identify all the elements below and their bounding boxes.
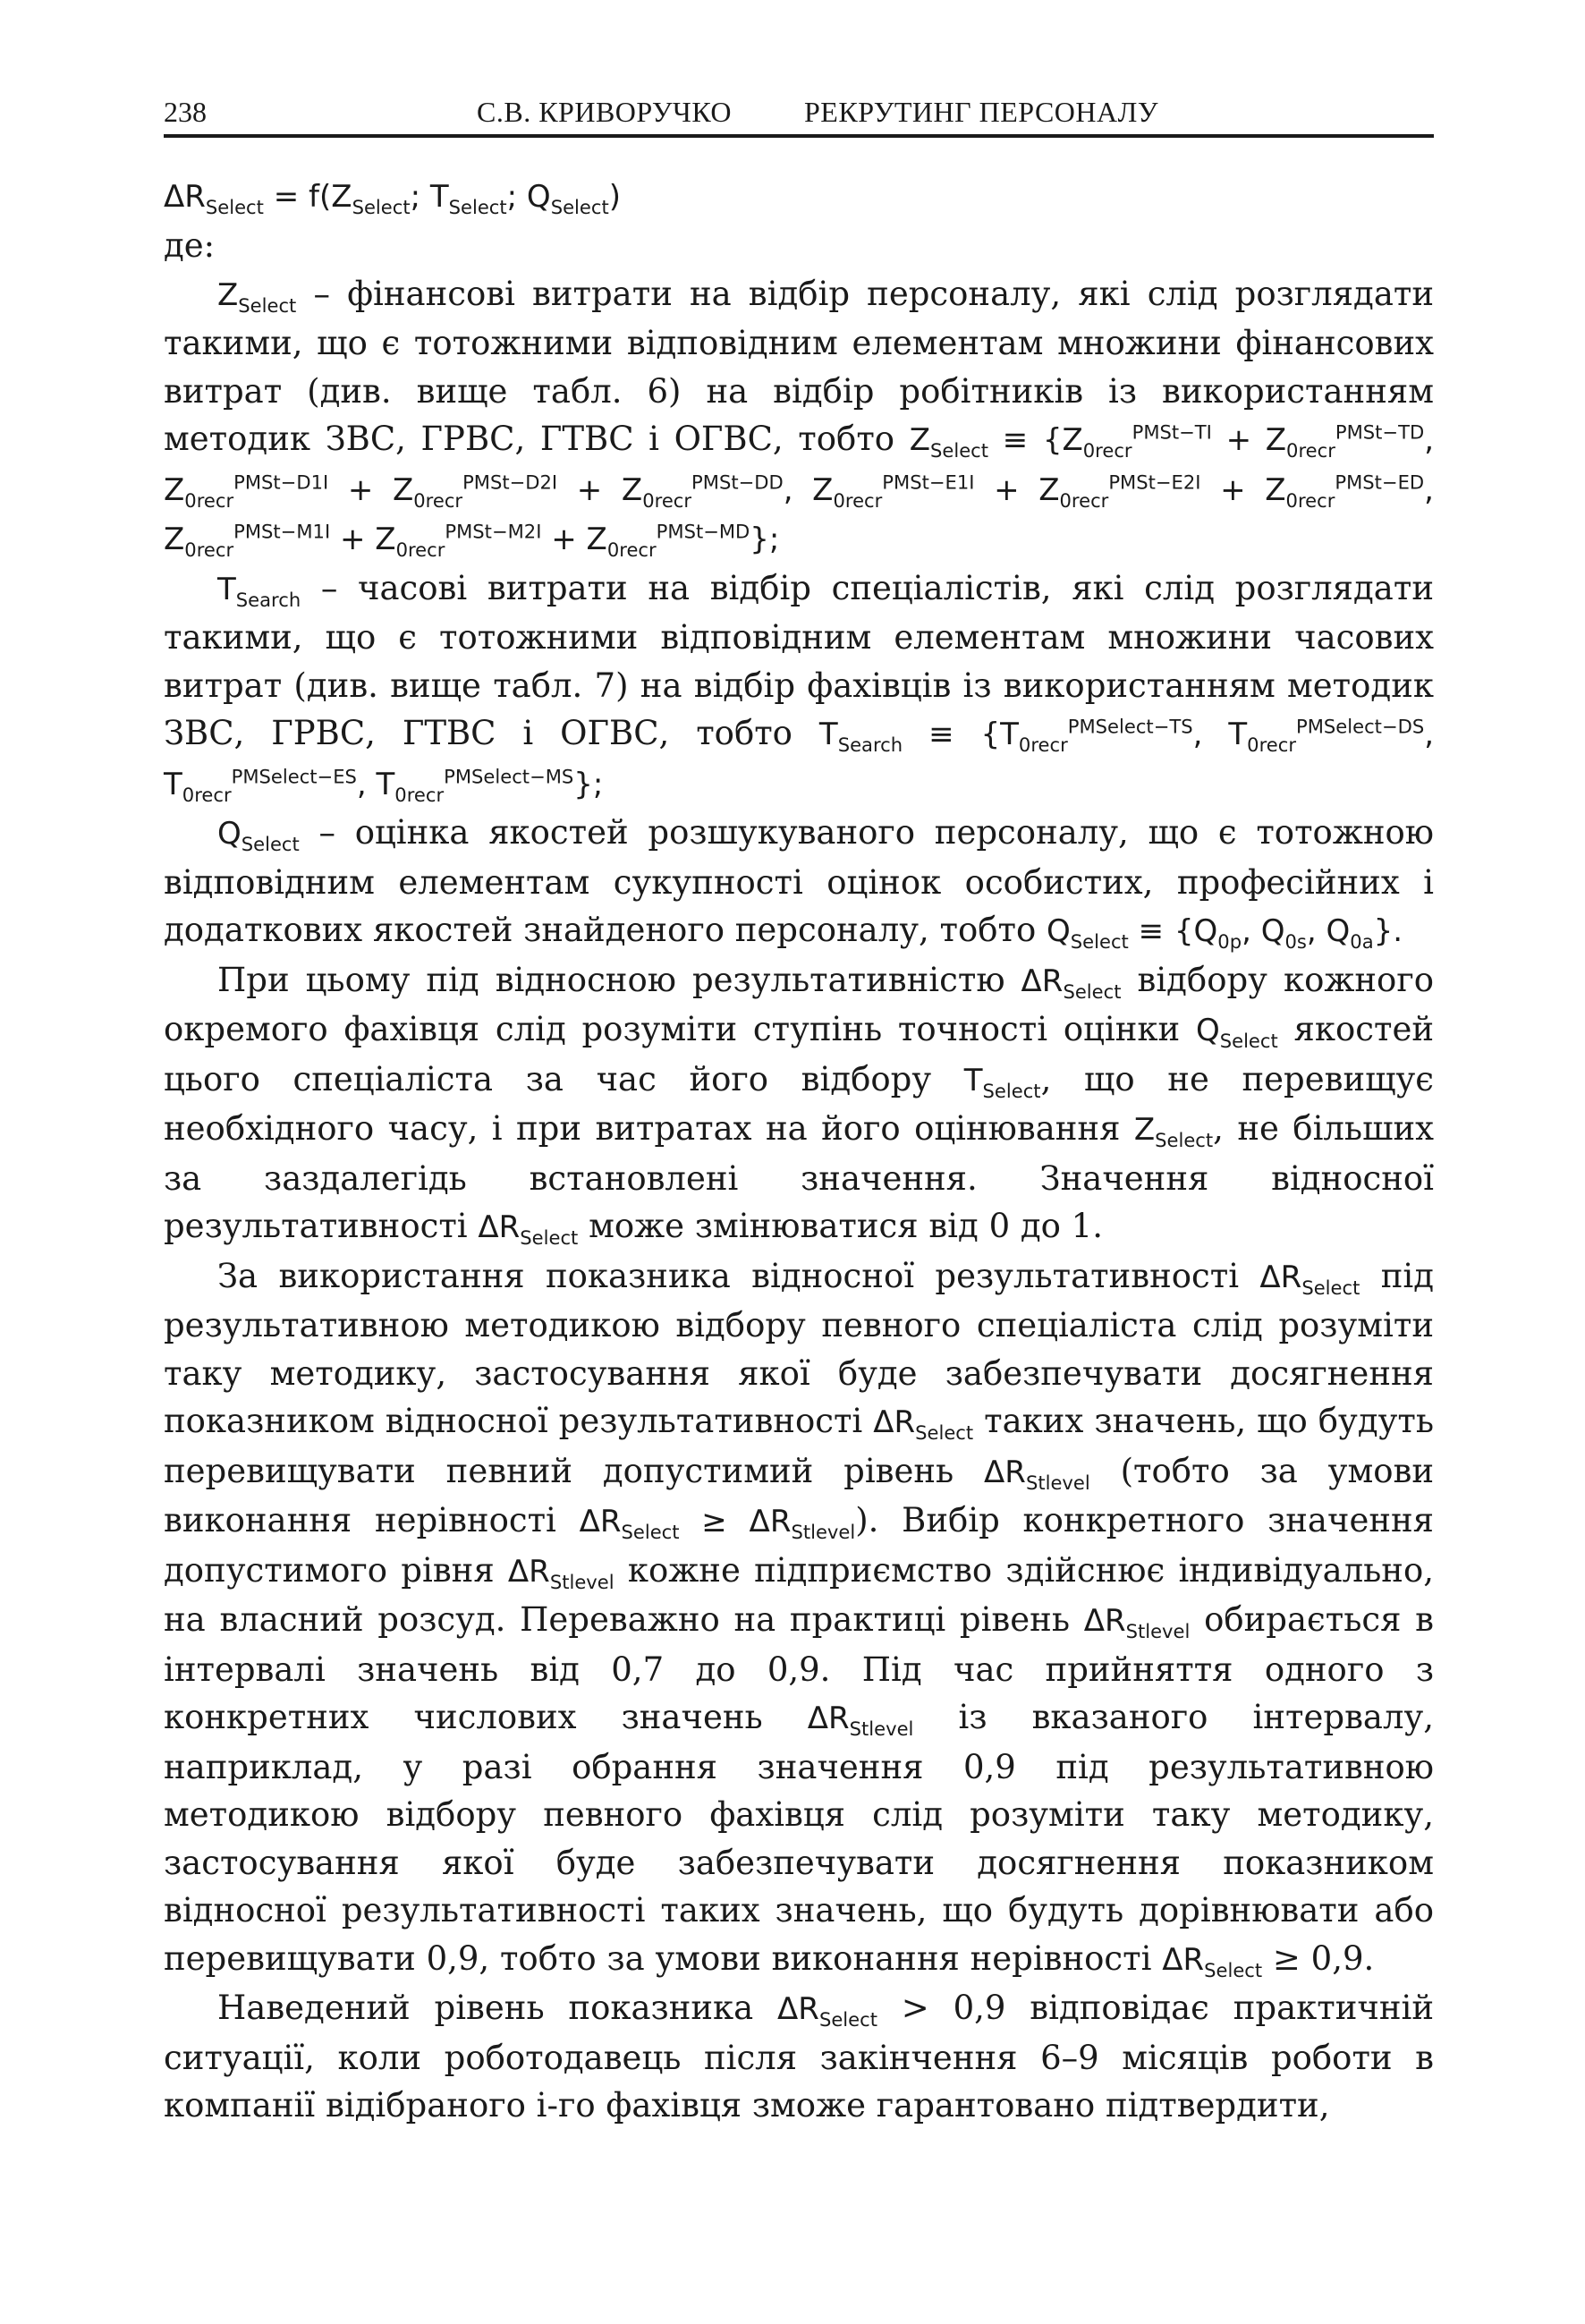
p2-text-e: ). Вибір конкретного значення допустимого рівня [164, 1501, 1435, 1590]
dr-select-inline-5: $\Delta R_{Select}$ [1162, 1941, 1263, 1981]
body-text [164, 170, 1434, 2130]
p1-text-e: , не більших за заздалегідь встановлені значення. Значення відносної результативності [164, 1109, 1434, 1245]
q-select-inline: $Q_{Select}$ [1195, 1013, 1278, 1052]
dr-select-inline-2: $\Delta R_{Select}$ [478, 1209, 579, 1249]
dr-stlevel-inline-4: $\Delta R_{Stlevel}$ [807, 1701, 914, 1740]
q-select-symbol-2: $Q_{Select}$ ≡ [1047, 913, 1165, 953]
t-set: {$T_{0recr}^{PMSelect-TS}$, $T_{0recr}^{PMSelect-DS}$, $T_{0recr}^{PMSelect-ES}$, $T_{0recr}^{PMSelect-MS}$}; [164, 715, 1435, 806]
p2-text-i: ≥ 0,9. [1272, 1938, 1375, 1978]
q-definition-text: – оцінка якостей розшукуваного персоналу, що є тотожною відповідним елементам сукупності оцінок особистих, професійних і додаткових якостей знайденого персоналу, тобто [164, 813, 1435, 949]
p2-text-a: За використання показника відносної результативності [217, 1256, 1240, 1295]
t-definition-text: – часові витрати на відбір спеціалістів, які слід розглядати такими, що є тотожними відповідним елементам множини часових витрат (див. вище табл. 7) на відбір фахівців із використанням методик ЗВС, ГРВС, ГТВС і ОГВС, тобто [164, 568, 1434, 752]
z-select-symbol-2: $Z_{Select}$ ≡ [909, 422, 1029, 462]
z-definition-text: – фінансові витрати на відбір персоналу, які слід розглядати такими, що є тотожними відповідним елементам множини фінансових витрат (див. вище табл. 6) на відбір робітників із використанням методик ЗВС, ГРВС, ГТВС і ОГВС, тобто [164, 274, 1435, 458]
dr-select-inline-6: $\Delta R_{Select}$ [777, 1991, 877, 2031]
p2-text-h: із вказаного інтервалу, наприклад, у разі обрання значення 0,9 під результативною методикою відбору певного фахівця слід розуміти таку методику, застосування якої буде забезпечувати досягнення показником відносної результативності таких значень, що будуть дорівнювати або перевищувати 0,9, тобто за умови виконання нерівності [164, 1698, 1435, 1978]
running-header [164, 89, 1434, 138]
z-select-symbol: $Z_{Select}$ [217, 276, 297, 317]
dr-select-inline-3: $\Delta R_{Select}$ [1259, 1259, 1360, 1299]
paragraph-3 [164, 1984, 1434, 2130]
p2-text-f: кожне підприємство здійснює індивідуально, на власний розсуд. Переважно на практиці рівень [164, 1550, 1434, 1639]
dr-select-inline-4: $\Delta R_{Select}$ [873, 1404, 974, 1444]
z-set: {$Z_{0recr}^{PMSt-TI} + Z_{0recr}^{PMSt-TD}$, $Z_{0recr}^{PMSt-D1I} + Z_{0recr}^{PMSt-D2I} + Z_{0recr}^{PMSt-DD}$, $Z_{0recr}^{PMSt-E1I} + Z_{0recr}^{PMSt-E2I} + Z_{0recr}^{PMSt-ED}$, $Z_{0recr}^{PMSt-M1I} + Z_{0recr}^{PMSt-M2I} + Z_{0recr}^{PMSt-MD}$}; [164, 420, 1434, 561]
p1-text-f: може змінюватися від 0 до 1. [589, 1207, 1103, 1245]
p1-text-c: якостей цього спеціаліста за час його відбору [164, 1010, 1435, 1098]
p2-text-d: (тобто за умови виконання нерівності [164, 1451, 1434, 1539]
definition-z [164, 270, 1434, 564]
p1-text-b: відбору кожного окремого фахівця слід розуміти ступінь точності оцінки [164, 960, 1434, 1048]
p1-text-d: , що не перевищує необхідного часу, і при витратах на його оцінювання [164, 1059, 1434, 1148]
dr-stlevel-inline: $\Delta R_{Stlevel}$ [984, 1454, 1090, 1494]
t-search-symbol: $T_{Search}$ [217, 571, 301, 611]
t-select-inline: $T_{Select}$ [963, 1062, 1041, 1102]
header-book-title: РЕКРУТИНГ ПЕРСОНАЛУ [804, 96, 1158, 128]
definition-t [164, 564, 1434, 810]
p1-text-a: При цьому під відносною результативністю [217, 960, 1005, 999]
page-number: 238 [164, 96, 207, 128]
dr-stlevel-inline-2: $\Delta R_{Stlevel}$ [507, 1553, 615, 1593]
z-select-inline: $Z_{Select}$ [1133, 1112, 1214, 1151]
p3-text-a: Наведений рівень показника [217, 1989, 754, 2027]
p2-text-c: таких значень, що будуть перевищувати певний допустимий рівень [164, 1402, 1434, 1490]
q-set: {$Q_{0p}$, $Q_{0s}$, $Q_{0a}$}. [1174, 913, 1403, 953]
dr-select-symbol: $\Delta R_{Select}$ [1021, 963, 1122, 1003]
header-author: С.В. КРИВОРУЧКО [477, 96, 732, 128]
p2-text-g: обирається в інтервалі значень від 0,7 до 0,9. Під час прийняття одного з конкретних числових значень [164, 1600, 1434, 1736]
p2-text-b: під результативною методикою відбору певного спеціаліста слід розуміти таку методику, застосування якої буде забезпечувати досягнення показником відносної результативності [164, 1256, 1434, 1440]
main-formula: $\Delta R_{Select} = f(Z_{Select}$; $T_{Select}$; $Q_{Select}$) [164, 179, 621, 218]
t-search-symbol-2: $T_{Search}$ ≡ [818, 717, 954, 756]
where-label: де: [164, 226, 216, 265]
q-select-symbol: $Q_{Select}$ [217, 816, 300, 855]
inequality-1: $\Delta R_{Select} \ge \Delta R_{Stlevel}$ [579, 1504, 856, 1543]
definition-q [164, 809, 1434, 956]
paragraph-2 [164, 1252, 1434, 1985]
dr-stlevel-inline-3: $\Delta R_{Stlevel}$ [1083, 1603, 1191, 1642]
paragraph-1 [164, 956, 1434, 1252]
p3-text-b: > 0,9 відповідає практичній ситуації, коли роботодавець після закінчення 6–9 місяців роботи в компанії відібраного і-го фахівця зможе гарантовано підтвердити, [164, 1989, 1434, 2125]
